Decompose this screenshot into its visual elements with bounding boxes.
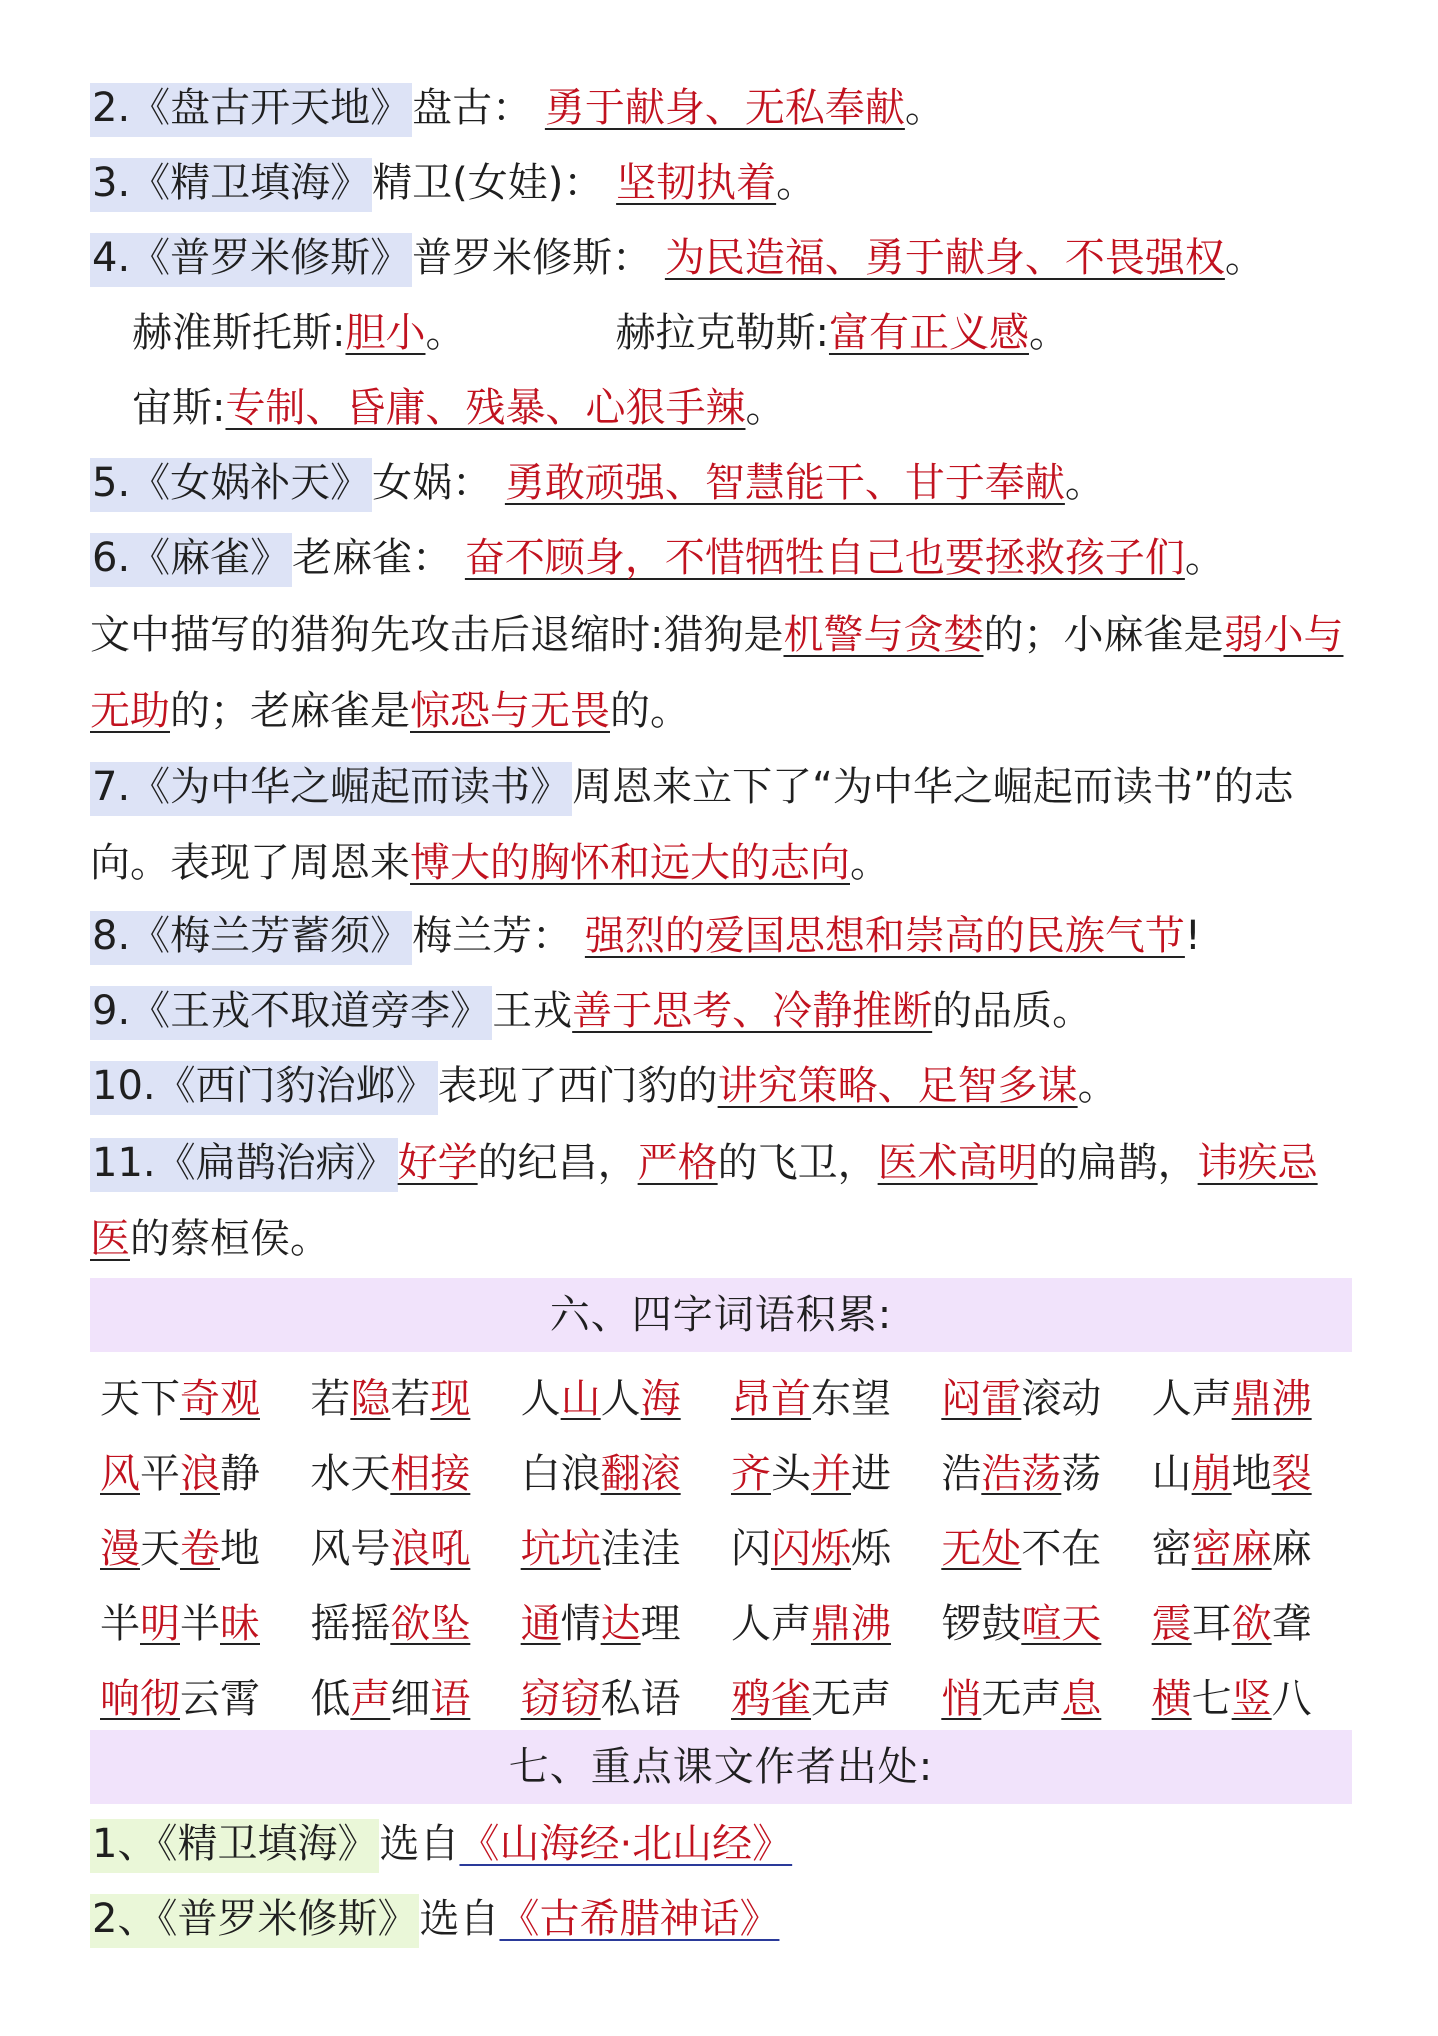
idiom-text: 锣鼓 bbox=[941, 1601, 1022, 1647]
idiom-answer: 相接 bbox=[390, 1451, 471, 1497]
idiom-answer: 并 bbox=[810, 1451, 851, 1497]
idiom-text: 七 bbox=[1191, 1676, 1232, 1722]
text: 的。 bbox=[610, 688, 690, 734]
item-6-paragraph bbox=[90, 597, 1350, 749]
idiom-text: 东望 bbox=[810, 1376, 891, 1422]
answer: 勇敢顽强、智慧能干、甘于奉献 bbox=[504, 460, 1065, 506]
idiom-text: 若 bbox=[390, 1376, 431, 1422]
source-2 bbox=[90, 1883, 1350, 1955]
idiom-text: 荡 bbox=[1061, 1451, 1102, 1497]
idiom-cell bbox=[90, 1358, 300, 1433]
idiom-answer: 坑坑 bbox=[520, 1526, 601, 1572]
answer: 《山海经·北山经》 bbox=[459, 1821, 793, 1867]
answer: 讳疾忌医 bbox=[90, 1140, 1318, 1262]
section-6-title: 六、四字词语积累: bbox=[90, 1278, 1352, 1352]
idiom-answer: 悄 bbox=[941, 1676, 982, 1722]
idiom-text: 无声 bbox=[810, 1676, 891, 1722]
idiom-answer: 达 bbox=[600, 1601, 641, 1647]
idiom-cell bbox=[1142, 1583, 1352, 1658]
character-label: 盘古： bbox=[412, 85, 533, 131]
idiom-text: 人 bbox=[600, 1376, 641, 1422]
text: 表现了西门豹的 bbox=[437, 1063, 718, 1109]
answer: 坚韧执着 bbox=[616, 160, 777, 206]
source-1 bbox=[90, 1808, 1350, 1880]
idiom-answer: 风 bbox=[100, 1451, 140, 1497]
idiom-text: 云霄 bbox=[180, 1676, 260, 1722]
character-label: 女娲： bbox=[372, 460, 493, 506]
idiom-row bbox=[90, 1508, 1352, 1583]
idiom-answer: 奇观 bbox=[180, 1376, 260, 1422]
idiom-text: 平 bbox=[140, 1451, 180, 1497]
idiom-answer: 鼎沸 bbox=[810, 1601, 891, 1647]
answer: 严格 bbox=[637, 1140, 718, 1186]
idiom-cell bbox=[721, 1658, 931, 1733]
text: 的扁鹊， bbox=[1037, 1140, 1198, 1186]
idiom-answer: 隐 bbox=[350, 1376, 391, 1422]
idiom-answer: 昂首 bbox=[730, 1376, 811, 1422]
idiom-answer: 崩 bbox=[1191, 1451, 1232, 1497]
idiom-cell bbox=[931, 1358, 1141, 1433]
answer: 专制、昏庸、残暴、心狠手辣 bbox=[225, 385, 746, 431]
lesson-title: 4.《普罗米修斯》 bbox=[90, 233, 412, 287]
punctuation: 。 bbox=[1028, 310, 1069, 356]
idiom-answer: 语 bbox=[430, 1676, 471, 1722]
idiom-text: 摇摇 bbox=[310, 1601, 391, 1647]
item-3 bbox=[90, 147, 1350, 219]
idiom-cell bbox=[721, 1358, 931, 1433]
idiom-text: 低 bbox=[310, 1676, 351, 1722]
idiom-cell bbox=[931, 1508, 1141, 1583]
idiom-cell bbox=[90, 1583, 300, 1658]
idiom-text: 人声 bbox=[730, 1601, 811, 1647]
idiom-answer: 欲 bbox=[1231, 1601, 1272, 1647]
answer: 弱小与无助 bbox=[90, 612, 1344, 734]
idiom-answer: 浪 bbox=[180, 1451, 220, 1497]
idiom-row bbox=[90, 1658, 1352, 1733]
punctuation: 。 bbox=[776, 160, 817, 206]
item-10 bbox=[90, 1050, 1350, 1122]
lesson-title: 10.《西门豹治邺》 bbox=[90, 1061, 438, 1115]
punctuation: 。 bbox=[1224, 235, 1265, 281]
character-label: 赫淮斯托斯: bbox=[132, 310, 346, 356]
answer: 强烈的爱国思想和崇高的民族气节 bbox=[584, 913, 1185, 959]
lesson-title: 5.《女娲补天》 bbox=[90, 458, 372, 512]
idiom-cell bbox=[511, 1508, 721, 1583]
answer: 奋不顾身，不惜牺牲自己也要拯救孩子们 bbox=[464, 535, 1185, 581]
idiom-answer: 昧 bbox=[220, 1601, 260, 1647]
idiom-cell bbox=[511, 1658, 721, 1733]
idiom-text: 山 bbox=[1151, 1451, 1192, 1497]
idiom-row bbox=[90, 1433, 1352, 1508]
text: 选自 bbox=[419, 1896, 500, 1942]
idiom-text: 白浪 bbox=[520, 1451, 601, 1497]
idiom-text: 水天 bbox=[310, 1451, 391, 1497]
idiom-cell bbox=[1142, 1358, 1352, 1433]
idiom-text: 滚动 bbox=[1021, 1376, 1102, 1422]
lesson-title: 3.《精卫填海》 bbox=[90, 158, 372, 212]
text: 周恩来立下了“为中华之崛起而读书”的志向。表现了周恩来 bbox=[90, 764, 1294, 886]
idiom-answer: 卷 bbox=[180, 1526, 220, 1572]
idiom-text: 天 bbox=[140, 1526, 180, 1572]
idiom-cell bbox=[300, 1658, 510, 1733]
idiom-cell bbox=[721, 1508, 931, 1583]
answer: 惊恐与无畏 bbox=[410, 688, 610, 734]
idiom-answer: 声 bbox=[350, 1676, 391, 1722]
character-label: 普罗米修斯： bbox=[412, 235, 653, 281]
lesson-title: 6.《麻雀》 bbox=[90, 533, 292, 587]
answer: 富有正义感 bbox=[828, 310, 1029, 356]
idiom-cell bbox=[511, 1358, 721, 1433]
text: 的纪昌， bbox=[477, 1140, 638, 1186]
idiom-answer: 明 bbox=[140, 1601, 180, 1647]
idiom-text: 理 bbox=[640, 1601, 681, 1647]
text: 选自 bbox=[379, 1821, 460, 1867]
idiom-answer: 翻滚 bbox=[600, 1451, 681, 1497]
answer: 博大的胸怀和远大的志向 bbox=[410, 840, 850, 886]
item-5 bbox=[90, 447, 1350, 519]
idiom-text: 地 bbox=[220, 1526, 260, 1572]
idiom-answer: 无处 bbox=[941, 1526, 1022, 1572]
idiom-text: 麻 bbox=[1271, 1526, 1312, 1572]
item-7 bbox=[90, 749, 1350, 901]
idiom-text: 若 bbox=[310, 1376, 351, 1422]
text: 的；老麻雀是 bbox=[170, 688, 410, 734]
idiom-answer: 浪吼 bbox=[390, 1526, 471, 1572]
lesson-title: 11.《扁鹊治病》 bbox=[90, 1138, 398, 1192]
item-2 bbox=[90, 72, 1350, 144]
idiom-text: 进 bbox=[850, 1451, 891, 1497]
idiom-text: 洼洼 bbox=[600, 1526, 681, 1572]
idiom-answer: 浩荡 bbox=[981, 1451, 1062, 1497]
idiom-answer: 响彻 bbox=[100, 1676, 180, 1722]
idiom-answer: 喧天 bbox=[1021, 1601, 1102, 1647]
idiom-answer: 山 bbox=[560, 1376, 601, 1422]
idiom-row bbox=[90, 1583, 1352, 1658]
punctuation: ! bbox=[1184, 913, 1201, 959]
idiom-cell bbox=[90, 1508, 300, 1583]
idiom-text: 半 bbox=[180, 1601, 220, 1647]
idiom-cell bbox=[1142, 1433, 1352, 1508]
idiom-cell bbox=[1142, 1508, 1352, 1583]
character-label: 老麻雀： bbox=[292, 535, 453, 581]
character-label: 梅兰芳： bbox=[412, 913, 573, 959]
idiom-text: 私语 bbox=[600, 1676, 681, 1722]
item-6 bbox=[90, 522, 1350, 594]
idiom-text: 人 bbox=[520, 1376, 561, 1422]
character-label: 精卫(女娃)： bbox=[372, 160, 604, 206]
answer: 《古希腊神话》 bbox=[499, 1896, 780, 1942]
answer: 机警与贪婪 bbox=[783, 612, 984, 658]
item-8 bbox=[90, 900, 1350, 972]
punctuation: 。 bbox=[1184, 535, 1225, 581]
idiom-text: 头 bbox=[770, 1451, 811, 1497]
section-7-title: 七、重点课文作者出处: bbox=[90, 1730, 1352, 1804]
idiom-text: 半 bbox=[100, 1601, 140, 1647]
lesson-title: 2、《普罗米修斯》 bbox=[90, 1894, 419, 1948]
idiom-cell bbox=[90, 1433, 300, 1508]
idiom-cell bbox=[300, 1358, 510, 1433]
character-label: 王戎 bbox=[492, 988, 573, 1034]
idiom-table bbox=[90, 1358, 1352, 1733]
idiom-text: 人声 bbox=[1151, 1376, 1232, 1422]
idiom-cell bbox=[90, 1658, 300, 1733]
idiom-answer: 密麻 bbox=[1191, 1526, 1272, 1572]
lesson-title: 1、《精卫填海》 bbox=[90, 1819, 379, 1873]
idiom-text: 耳 bbox=[1191, 1601, 1232, 1647]
idiom-answer: 海 bbox=[640, 1376, 681, 1422]
idiom-text: 地 bbox=[1231, 1451, 1272, 1497]
answer: 讲究策略、足智多谋 bbox=[717, 1063, 1078, 1109]
idiom-text: 天下 bbox=[100, 1376, 180, 1422]
idiom-cell bbox=[300, 1583, 510, 1658]
idiom-answer: 齐 bbox=[730, 1451, 771, 1497]
punctuation: 。 bbox=[425, 310, 466, 356]
idiom-cell bbox=[931, 1658, 1141, 1733]
answer: 胆小 bbox=[345, 310, 426, 356]
idiom-text: 浩 bbox=[941, 1451, 982, 1497]
punctuation: 。 bbox=[745, 385, 786, 431]
idiom-cell bbox=[300, 1433, 510, 1508]
text: 的蔡桓侯。 bbox=[130, 1216, 330, 1262]
idiom-answer: 震 bbox=[1151, 1601, 1192, 1647]
text: 文中描写的猎狗先攻击后退缩时:猎狗是 bbox=[90, 612, 784, 658]
idiom-answer: 窃窃 bbox=[520, 1676, 601, 1722]
idiom-answer: 闪烁 bbox=[770, 1526, 851, 1572]
idiom-text: 细 bbox=[390, 1676, 431, 1722]
idiom-answer: 横 bbox=[1151, 1676, 1192, 1722]
idiom-text: 闪 bbox=[730, 1526, 771, 1572]
idiom-cell bbox=[721, 1433, 931, 1508]
answer: 善于思考、冷静推断 bbox=[572, 988, 933, 1034]
item-4-sub1 bbox=[132, 297, 1350, 369]
idiom-text: 密 bbox=[1151, 1526, 1192, 1572]
punctuation: 。 bbox=[1077, 1063, 1118, 1109]
idiom-answer: 漫 bbox=[100, 1526, 140, 1572]
lesson-title: 8.《梅兰芳蓄须》 bbox=[90, 911, 412, 965]
idiom-cell bbox=[511, 1433, 721, 1508]
lesson-title: 2.《盘古开天地》 bbox=[90, 83, 412, 137]
punctuation: 。 bbox=[1064, 460, 1105, 506]
punctuation: 。 bbox=[904, 85, 945, 131]
idiom-cell bbox=[721, 1583, 931, 1658]
idiom-cell bbox=[931, 1583, 1141, 1658]
idiom-answer: 通 bbox=[520, 1601, 561, 1647]
punctuation: 。 bbox=[850, 840, 890, 886]
idiom-answer: 息 bbox=[1061, 1676, 1102, 1722]
idiom-text: 静 bbox=[220, 1451, 260, 1497]
idiom-text: 不在 bbox=[1021, 1526, 1102, 1572]
idiom-answer: 鼎沸 bbox=[1231, 1376, 1312, 1422]
idiom-cell bbox=[931, 1433, 1141, 1508]
item-11 bbox=[90, 1125, 1350, 1277]
item-4-sub2 bbox=[132, 372, 1350, 444]
answer: 医术高明 bbox=[877, 1140, 1038, 1186]
idiom-answer: 闷雷 bbox=[941, 1376, 1022, 1422]
lesson-title: 9.《王戎不取道旁李》 bbox=[90, 986, 492, 1040]
item-9 bbox=[90, 975, 1350, 1047]
idiom-text: 烁 bbox=[850, 1526, 891, 1572]
idiom-cell bbox=[1142, 1658, 1352, 1733]
answer: 勇于献身、无私奉献 bbox=[544, 85, 905, 131]
idiom-answer: 鸦雀 bbox=[730, 1676, 811, 1722]
idiom-text: 无声 bbox=[981, 1676, 1062, 1722]
idiom-text: 聋 bbox=[1271, 1601, 1312, 1647]
idiom-text: 风号 bbox=[310, 1526, 391, 1572]
idiom-row bbox=[90, 1358, 1352, 1433]
character-label: 宙斯: bbox=[132, 385, 226, 431]
answer: 为民造福、勇于献身、不畏强权 bbox=[664, 235, 1225, 281]
idiom-cell bbox=[300, 1508, 510, 1583]
text: 的飞卫， bbox=[717, 1140, 878, 1186]
idiom-answer: 欲坠 bbox=[390, 1601, 471, 1647]
text: 的；小麻雀是 bbox=[983, 612, 1224, 658]
lesson-title: 7.《为中华之崛起而读书》 bbox=[90, 762, 572, 816]
idiom-answer: 现 bbox=[430, 1376, 471, 1422]
idiom-answer: 裂 bbox=[1271, 1451, 1312, 1497]
text: 的品质。 bbox=[932, 988, 1093, 1034]
idiom-text: 情 bbox=[560, 1601, 601, 1647]
character-label: 赫拉克勒斯: bbox=[615, 310, 829, 356]
item-4 bbox=[90, 222, 1350, 294]
idiom-cell bbox=[511, 1583, 721, 1658]
answer: 好学 bbox=[397, 1140, 478, 1186]
idiom-answer: 竖 bbox=[1231, 1676, 1272, 1722]
idiom-text: 八 bbox=[1271, 1676, 1312, 1722]
